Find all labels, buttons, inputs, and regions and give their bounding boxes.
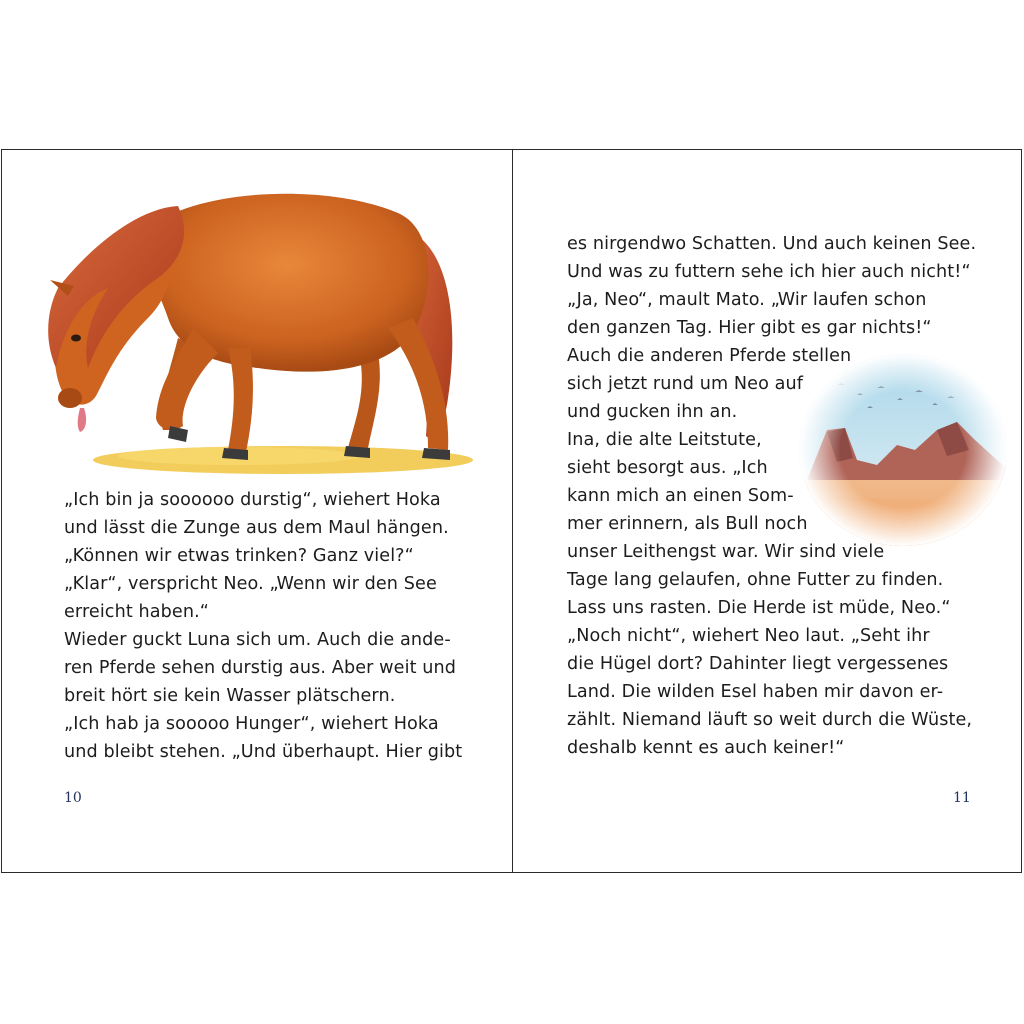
desert-illustration (797, 350, 1009, 550)
text-line: sich jetzt rund um Neo auf (567, 374, 804, 394)
page-number: 11 (953, 790, 971, 806)
text-line: unser Leithengst war. Wir sind viele (567, 542, 885, 562)
page-number: 10 (64, 790, 82, 806)
text-line: die Hügel dort? Dahinter liegt vergessenes (567, 654, 949, 674)
text-line: Tage lang gelaufen, ohne Futter zu finden. (567, 570, 944, 590)
text-line: den ganzen Tag. Hier gibt es gar nichts!“ (567, 318, 932, 338)
left-page (2, 150, 512, 872)
text-line: „Ja, Neo“, mault Mato. „Wir laufen schon (567, 290, 927, 310)
text-line: Ina, die alte Leitstute, (567, 430, 762, 450)
text-line: und bleibt stehen. „Und überhaupt. Hier gibt (64, 742, 463, 762)
text-line: Und was zu futtern sehe ich hier auch nicht!“ (567, 262, 971, 282)
right-page (513, 150, 1023, 872)
text-line: „Ich bin ja soooooo durstig“, wiehert Hoka (64, 490, 441, 510)
text-line: breit hört sie kein Wasser plätschern. (64, 686, 396, 706)
text-line: deshalb kennt es auch keiner!“ (567, 738, 845, 758)
text-line: „Klar“, verspricht Neo. „Wenn wir den See (64, 574, 437, 594)
text-line: „Können wir etwas trinken? Ganz viel?“ (64, 546, 414, 566)
text-line: Lass uns rasten. Die Herde ist müde, Neo.“ (567, 598, 951, 618)
text-line: es nirgendwo Schatten. Und auch keinen See. (567, 234, 977, 254)
text-line: zählt. Niemand läuft so weit durch die Wüste, (567, 710, 973, 730)
text-line: und lässt die Zunge aus dem Maul hängen. (64, 518, 449, 538)
text-line: Wieder guckt Luna sich um. Auch die ande- (64, 630, 451, 650)
text-line: mer erinnern, als Bull noch (567, 514, 808, 534)
text-line: „Ich hab ja sooooo Hunger“, wiehert Hoka (64, 714, 439, 734)
text-line: kann mich an einen Som- (567, 486, 794, 506)
text-line: Auch die anderen Pferde stellen (567, 346, 852, 366)
text-line: Land. Die wilden Esel haben mir davon er- (567, 682, 944, 702)
text-line: und gucken ihn an. (567, 402, 738, 422)
text-line: erreicht haben.“ (64, 602, 210, 622)
book-spread (1, 149, 1022, 873)
horse-illustration (28, 168, 490, 486)
text-line: „Noch nicht“, wiehert Neo laut. „Seht ihr (567, 626, 930, 646)
text-line: sieht besorgt aus. „Ich (567, 458, 768, 478)
text-line: ren Pferde sehen durstig aus. Aber weit und (64, 658, 457, 678)
